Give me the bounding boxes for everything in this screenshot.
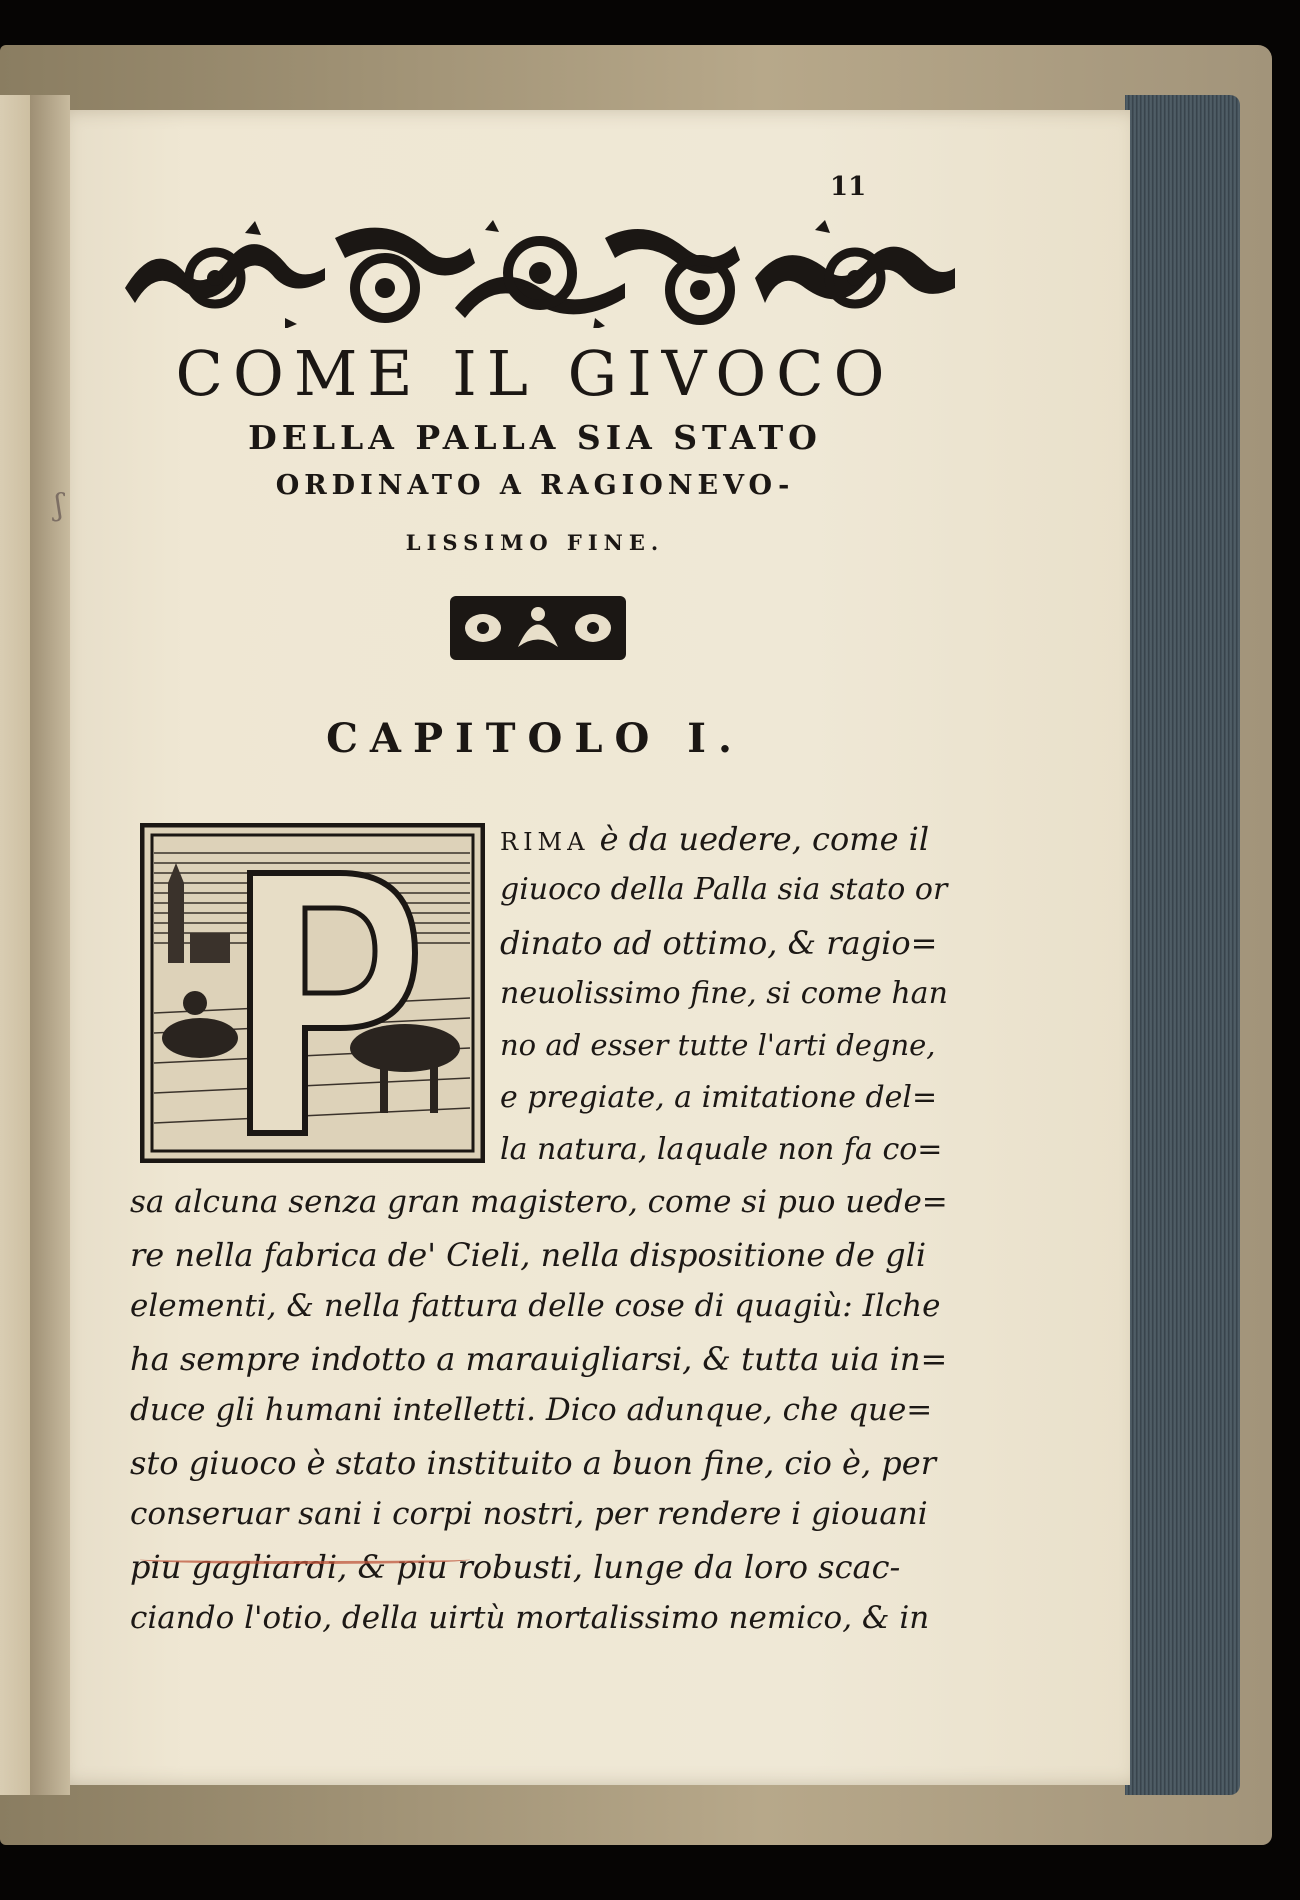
body-line: e pregiate, a imitatione del= xyxy=(500,1080,938,1115)
title-line-2: DELLA PALLA SIA STATO xyxy=(248,418,822,457)
fleuron-ornament-icon xyxy=(448,592,628,667)
body-line: elementi, & nella fattura delle cose di quagiù: Ilche xyxy=(130,1288,941,1324)
body-line: duce gli humani intelletti. Dico adunque, che que= xyxy=(130,1392,933,1428)
book-gutter xyxy=(30,95,70,1795)
title-line-3: ORDINATO A RAGIONEVO- xyxy=(275,470,795,501)
body-line: la natura, laquale non fa co= xyxy=(500,1132,943,1167)
woodcut-initial-p-icon xyxy=(140,823,485,1163)
body-line xyxy=(500,820,950,858)
body-line: ciando l'otio, della uirtù mortalissimo nemico, & in xyxy=(130,1600,930,1636)
body-line: no ad esser tutte l'arti degne, xyxy=(500,1028,936,1062)
pencil-mark: ʃ xyxy=(55,488,64,523)
headpiece-ornament-icon xyxy=(125,218,955,328)
body-line: dinato ad ottimo, & ragio= xyxy=(500,924,938,962)
page-block-edges xyxy=(1125,95,1240,1795)
body-line: re nella fabrica de' Cieli, nella dispositione de gli xyxy=(130,1236,927,1274)
body-line: sto giuoco è stato instituito a buon fine, cio è, per xyxy=(130,1444,937,1482)
title-line-1: COME IL GIVOCO xyxy=(175,337,895,410)
page-number: 11 xyxy=(830,172,867,202)
body-line: ha sempre indotto a marauigliarsi, & tutta uia in= xyxy=(130,1340,948,1378)
first-word-caps: RIMA xyxy=(500,828,590,856)
body-line: piu gagliardi, & piu robusti, lunge da loro scac- xyxy=(130,1548,901,1586)
body-line-text: è da uedere, come il xyxy=(589,820,930,858)
chapter-heading: CAPITOLO I. xyxy=(326,715,744,762)
red-underline-mark xyxy=(140,1555,470,1564)
body-line: neuolissimo fine, si come han xyxy=(500,976,948,1011)
body-line: sa alcuna senza gran magistero, come si puo uede= xyxy=(130,1184,948,1220)
title-line-4: LISSIMO FINE. xyxy=(405,530,665,555)
body-line: giuoco della Palla sia stato or xyxy=(500,872,948,907)
body-line: conseruar sani i corpi nostri, per rendere i giouani xyxy=(130,1496,928,1532)
